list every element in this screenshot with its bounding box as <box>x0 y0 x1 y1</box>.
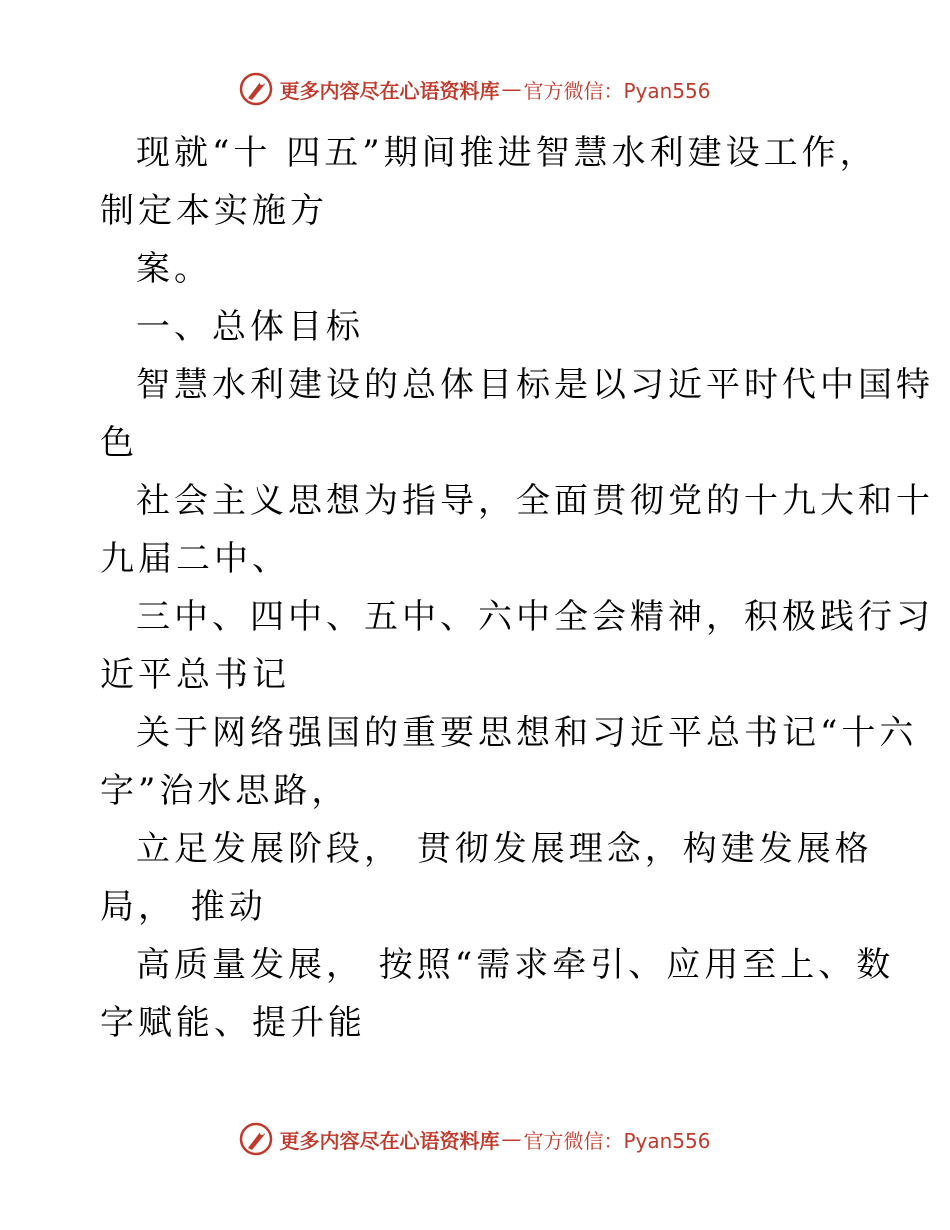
text-line: 九届二中、 <box>100 539 290 579</box>
text-line: 色 <box>100 423 138 463</box>
text-line: 近平总书记 <box>100 655 290 695</box>
text-line: 案。 <box>136 249 212 289</box>
text-line: 现就“十 四五”期间推进智慧水利建设工作， <box>136 133 878 173</box>
text-line: 立足发展阶段， 贯彻发展理念，构建发展格 <box>136 829 873 869</box>
banner-main-text: 更多内容尽在心语资料库 <box>279 78 500 103</box>
banner-wechat-text: 官方微信：Pyan556 <box>523 78 711 103</box>
banner-dash: — <box>501 1127 522 1151</box>
section-heading: 一、总体目标 <box>136 307 364 347</box>
text-line: 三中、四中、五中、六中全会精神，积极践行习 <box>136 597 934 637</box>
text-line: 社会主义思想为指导，全面贯彻党的十九大和十 <box>136 481 934 521</box>
banner-wechat-text: 官方微信：Pyan556 <box>523 1128 711 1153</box>
document-body <box>100 124 934 1052</box>
text-line: 智慧水利建设的总体目标是以习近平时代中国特 <box>136 365 934 405</box>
header-banner <box>0 72 950 106</box>
pen-logo-icon <box>239 1122 273 1156</box>
banner-dash: — <box>501 77 522 101</box>
text-line: 关于网络强国的重要思想和习近平总书记“十六 <box>136 713 918 753</box>
text-line: 字赋能、提升能 <box>100 1003 366 1043</box>
text-line: 制定本实施方 <box>100 191 328 231</box>
banner-main-text: 更多内容尽在心语资料库 <box>279 1128 500 1153</box>
text-line: 高质量发展， 按照“需求牵引、应用至上、数 <box>136 945 895 985</box>
text-line: 局， 推动 <box>100 887 267 927</box>
text-line: 字”治水思路， <box>100 771 350 811</box>
footer-banner <box>0 1122 950 1156</box>
pen-logo-icon <box>239 72 273 106</box>
